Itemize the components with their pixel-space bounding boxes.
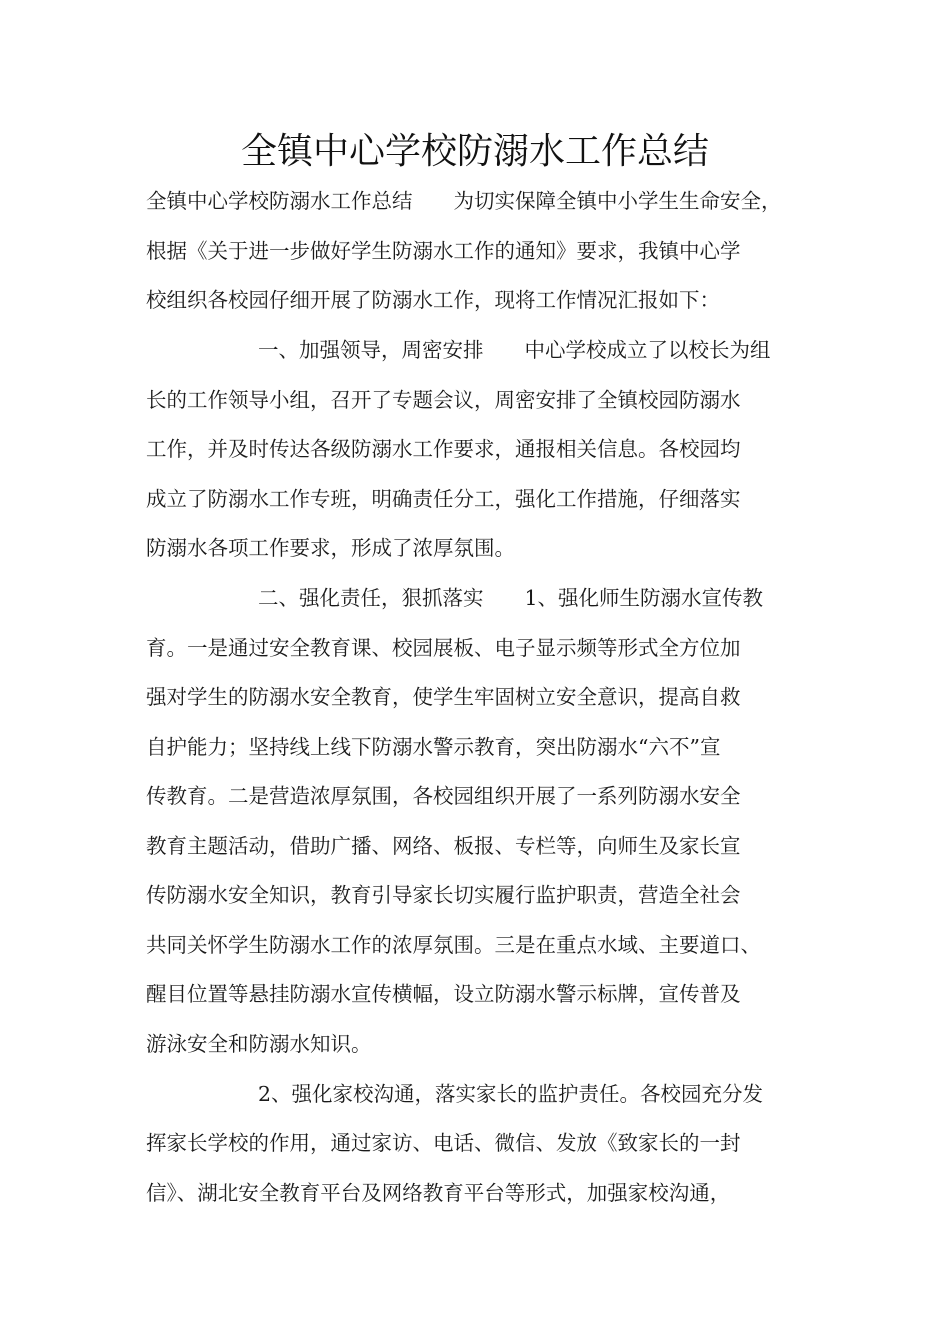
document-title: 全镇中心学校防溺水工作总结 [240, 131, 709, 172]
body-line: 自护能力；坚持线上线下防溺水警示教育，突出防溺水“六不”宣 [146, 735, 721, 759]
body-line: 挥家长学校的作用，通过家访、电话、微信、发放《致家长的一封 [146, 1131, 741, 1155]
body-line: 工作，并及时传达各级防溺水工作要求，通报相关信息。各校园均 [146, 437, 741, 461]
body-line: 长的工作领导小组，召开了专题会议，周密安排了全镇校园防溺水 [146, 388, 741, 412]
body-line: 育。一是通过安全教育课、校园展板、电子显示频等形式全方位加 [146, 636, 741, 660]
body-line: 醒目位置等悬挂防溺水宣传横幅，设立防溺水警示标牌，宣传普及 [146, 982, 741, 1006]
body-line: 共同关怀学生防溺水工作的浓厚氛围。三是在重点水域、主要道口、 [146, 933, 761, 957]
body-line: 教育主题活动，借助广播、网络、板报、专栏等，向师生及家长宣 [146, 834, 741, 858]
body-line: 信》、湖北安全教育平台及网络教育平台等形式，加强家校沟通， [146, 1181, 731, 1205]
body-line: 强对学生的防溺水安全教育，使学生牢固树立安全意识，提高自救 [146, 685, 741, 709]
body-line: 根据《关于进一步做好学生防溺水工作的通知》要求，我镇中心学 [146, 239, 741, 263]
body-line: 防溺水各项工作要求，形成了浓厚氛围。 [146, 536, 515, 560]
body-line: 传教育。二是营造浓厚氛围，各校园组织开展了一系列防溺水安全 [146, 784, 741, 808]
body-line: 全镇中心学校防溺水工作总结 为切实保障全镇中小学生生命安全， [146, 189, 782, 213]
body-line: 游泳安全和防溺水知识。 [146, 1032, 372, 1056]
body-line: 传防溺水安全知识，教育引导家长切实履行监护职责，营造全社会 [146, 883, 741, 907]
section-heading-line: 一、加强领导，周密安排 中心学校成立了以校长为组 [258, 338, 771, 362]
body-line: 校组织各校园仔细开展了防溺水工作，现将工作情况汇报如下： [146, 288, 720, 312]
body-line: 成立了防溺水工作专班，明确责任分工，强化工作措施，仔细落实 [146, 487, 741, 511]
section-heading-line: 2、强化家校沟通，落实家长的监护责任。各校园充分发 [258, 1082, 764, 1106]
section-heading-line: 二、强化责任，狠抓落实 1、强化师生防溺水宣传教 [258, 586, 764, 610]
